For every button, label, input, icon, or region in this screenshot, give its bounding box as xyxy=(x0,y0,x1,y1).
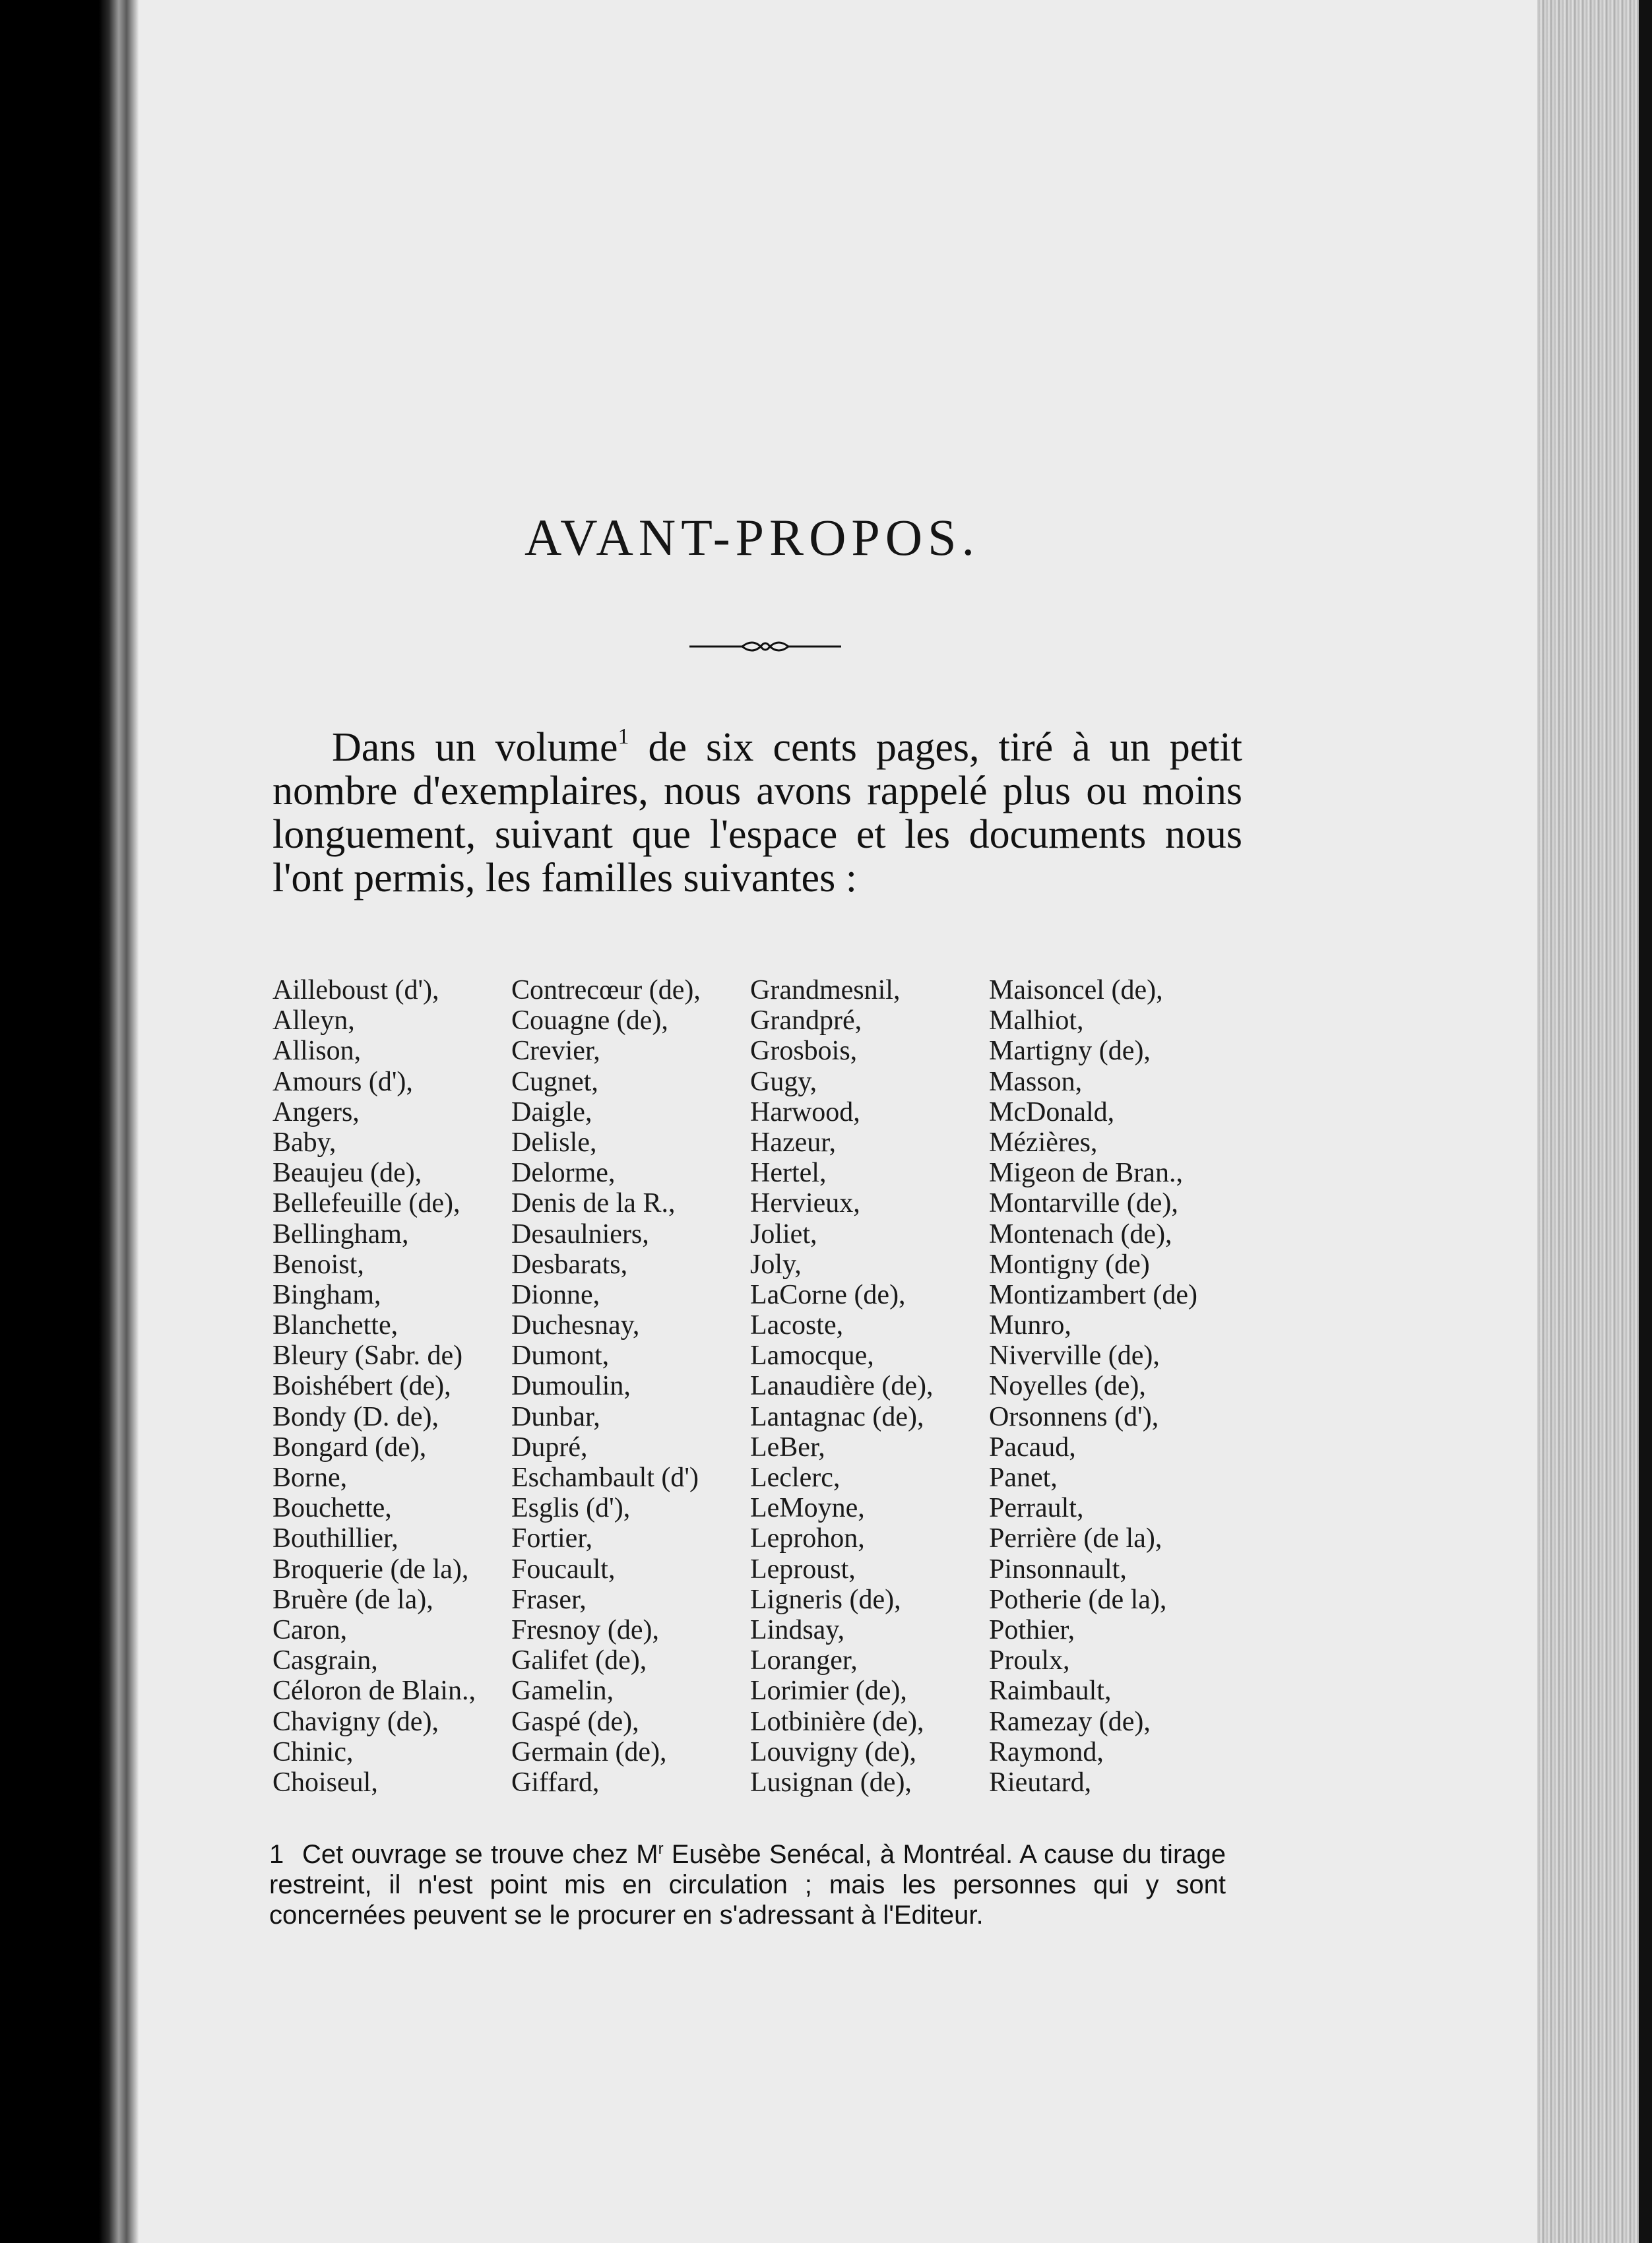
page-edges xyxy=(1537,0,1652,2243)
family-name-entry: LeBer, xyxy=(750,1432,825,1463)
footnote-text-rest: Eusèbe Senécal, à Montréal. A cause du tirage restreint, il n'est point mis en circulation ; mais les personnes qui y sont concernées peuvent se le procurer en s'adressant à l'Editeur. xyxy=(269,1840,1226,1930)
family-name-entry: Esglis (d'), xyxy=(511,1493,631,1524)
family-name-entry: Desaulniers, xyxy=(511,1218,649,1249)
family-name-entry: Bleury (Sabr. de) xyxy=(272,1341,463,1372)
family-name-entry: Loranger, xyxy=(750,1645,858,1676)
family-name-entry: Chavigny (de), xyxy=(272,1706,439,1737)
family-name-entry: Leclerc, xyxy=(750,1463,841,1493)
family-name-entry: Grandpré, xyxy=(750,1005,862,1036)
ornament-divider-icon xyxy=(689,633,841,660)
family-name-entry: Lotbinière (de), xyxy=(750,1706,924,1737)
family-name-entry: Fresnoy (de), xyxy=(511,1614,659,1645)
family-name-entry: Potherie (de la), xyxy=(989,1584,1167,1615)
family-name-entry: Grosbois, xyxy=(750,1036,858,1067)
family-name-entry: Gaspé (de), xyxy=(511,1706,639,1737)
family-name-entry: Blanchette, xyxy=(272,1310,398,1341)
family-name-entry: Fortier, xyxy=(511,1523,593,1554)
family-name-entry: Choiseul, xyxy=(272,1767,378,1798)
family-name-entry: Panet, xyxy=(989,1463,1058,1493)
family-name-entry: Contrecœur (de), xyxy=(511,975,701,1005)
family-name-entry: Dumont, xyxy=(511,1341,610,1372)
family-name-entry: Grandmesnil, xyxy=(750,975,901,1005)
family-name-entry: Joliet, xyxy=(750,1218,817,1249)
family-name-entry: Rieutard, xyxy=(989,1767,1092,1798)
family-name-entry: Bondy (D. de), xyxy=(272,1401,439,1432)
family-name-entry: Hervieux, xyxy=(750,1188,860,1219)
family-name-entry: Masson, xyxy=(989,1066,1083,1097)
family-name-entry: Ramezay (de), xyxy=(989,1706,1151,1737)
footnote xyxy=(269,1839,1226,1930)
family-name-entry: Allison, xyxy=(272,1036,362,1067)
footnote-number: 1 xyxy=(269,1840,284,1869)
intro-text-start: Dans un volume xyxy=(332,725,618,770)
family-name-entry: Martigny (de), xyxy=(989,1036,1151,1067)
family-name-entry: Amours (d'), xyxy=(272,1066,413,1097)
book-binding xyxy=(0,0,139,2243)
family-name-entry: Lorimier (de), xyxy=(750,1676,907,1707)
family-name-entry: Mézières, xyxy=(989,1127,1098,1158)
names-column-1 xyxy=(272,975,511,1798)
family-name-entry: Gamelin, xyxy=(511,1676,614,1707)
family-name-entry: Niverville (de), xyxy=(989,1341,1160,1372)
family-name-entry: Bouchette, xyxy=(272,1493,392,1524)
family-name-entry: Montenach (de), xyxy=(989,1218,1172,1249)
family-names-list xyxy=(272,975,1242,1798)
family-name-entry: Dionne, xyxy=(511,1279,600,1310)
family-name-entry: Couagne (de), xyxy=(511,1005,668,1036)
family-name-entry: Duchesnay, xyxy=(511,1310,640,1341)
family-name-entry: Lanaudière (de), xyxy=(750,1371,934,1402)
family-name-entry: Lacoste, xyxy=(750,1310,844,1341)
family-name-entry: Proulx, xyxy=(989,1645,1070,1676)
family-name-entry: Pothier, xyxy=(989,1614,1075,1645)
family-name-entry: Benoist, xyxy=(272,1249,364,1280)
family-name-entry: Cugnet, xyxy=(511,1066,598,1097)
family-name-entry: Desbarats, xyxy=(511,1249,628,1280)
family-name-entry: Migeon de Bran., xyxy=(989,1158,1183,1189)
family-name-entry: Eschambault (d') xyxy=(511,1463,699,1493)
family-name-entry: Orsonnens (d'), xyxy=(989,1401,1159,1432)
family-name-entry: Céloron de Blain., xyxy=(272,1676,476,1707)
family-name-entry: Bruère (de la), xyxy=(272,1584,433,1615)
family-name-entry: Joly, xyxy=(750,1249,802,1280)
family-name-entry: Baby, xyxy=(272,1127,336,1158)
family-name-entry: Chinic, xyxy=(272,1736,354,1767)
family-name-entry: Hertel, xyxy=(750,1158,827,1189)
family-name-entry: Delisle, xyxy=(511,1127,597,1158)
page-title-block xyxy=(501,508,1003,567)
family-name-entry: Noyelles (de), xyxy=(989,1371,1146,1402)
family-name-entry: Montizambert (de) xyxy=(989,1279,1198,1310)
family-name-entry: Germain (de), xyxy=(511,1736,667,1767)
family-name-entry: Dumoulin, xyxy=(511,1371,631,1402)
names-column-4 xyxy=(989,975,1228,1798)
family-name-entry: Bongard (de), xyxy=(272,1432,427,1463)
family-name-entry: Gugy, xyxy=(750,1066,817,1097)
footnote-superscript: r xyxy=(658,1840,664,1858)
family-name-entry: Montarville (de), xyxy=(989,1188,1178,1219)
family-name-entry: Dupré, xyxy=(511,1432,588,1463)
family-name-entry: Raymond, xyxy=(989,1736,1104,1767)
family-name-entry: Angers, xyxy=(272,1096,360,1127)
family-name-entry: Leproust, xyxy=(750,1554,856,1585)
family-name-entry: Broquerie (de la), xyxy=(272,1554,469,1585)
family-name-entry: Bingham, xyxy=(272,1279,381,1310)
family-name-entry: LeMoyne, xyxy=(750,1493,865,1524)
family-name-entry: Boishébert (de), xyxy=(272,1371,451,1402)
family-name-entry: Pacaud, xyxy=(989,1432,1076,1463)
family-name-entry: Daigle, xyxy=(511,1096,592,1127)
family-name-entry: Borne, xyxy=(272,1463,348,1493)
names-column-2 xyxy=(511,975,750,1798)
family-name-entry: Beaujeu (de), xyxy=(272,1158,422,1189)
family-name-entry: Hazeur, xyxy=(750,1127,837,1158)
family-name-entry: Raimbault, xyxy=(989,1676,1112,1707)
family-name-entry: Montigny (de) xyxy=(989,1249,1150,1280)
family-name-entry: Malhiot, xyxy=(989,1005,1084,1036)
family-name-entry: Bellefeuille (de), xyxy=(272,1188,461,1219)
footnote-reference: 1 xyxy=(618,724,629,749)
family-name-entry: Bouthillier, xyxy=(272,1523,398,1554)
family-name-entry: Louvigny (de), xyxy=(750,1736,916,1767)
family-name-entry: Bellingham, xyxy=(272,1218,409,1249)
family-name-entry: McDonald, xyxy=(989,1096,1115,1127)
names-column-3 xyxy=(750,975,989,1798)
footnote-text-start: Cet ouvrage se trouve chez M xyxy=(302,1840,658,1869)
family-name-entry: Munro, xyxy=(989,1310,1071,1341)
family-name-entry: Alleyn, xyxy=(272,1005,355,1036)
family-name-entry: Delorme, xyxy=(511,1158,616,1189)
intro-paragraph xyxy=(272,726,1242,900)
family-name-entry: Galifet (de), xyxy=(511,1645,647,1676)
family-name-entry: Giffard, xyxy=(511,1767,600,1798)
family-name-entry: Harwood, xyxy=(750,1096,860,1127)
family-name-entry: Denis de la R., xyxy=(511,1188,676,1219)
family-name-entry: Lamocque, xyxy=(750,1341,874,1372)
family-name-entry: Caron, xyxy=(272,1614,348,1645)
family-name-entry: Casgrain, xyxy=(272,1645,378,1676)
family-name-entry: Maisoncel (de), xyxy=(989,975,1163,1005)
family-name-entry: Ailleboust (d'), xyxy=(272,975,439,1005)
family-name-entry: Lusignan (de), xyxy=(750,1767,912,1798)
page-title: AVANT-PROPOS. xyxy=(524,509,980,566)
family-name-entry: Dunbar, xyxy=(511,1401,600,1432)
family-name-entry: Fraser, xyxy=(511,1584,587,1615)
family-name-entry: Foucault, xyxy=(511,1554,616,1585)
family-name-entry: Perrière (de la), xyxy=(989,1523,1162,1554)
family-name-entry: Ligneris (de), xyxy=(750,1584,901,1615)
family-name-entry: Lantagnac (de), xyxy=(750,1401,924,1432)
family-name-entry: LaCorne (de), xyxy=(750,1279,906,1310)
family-name-entry: Perrault, xyxy=(989,1493,1084,1524)
family-name-entry: Pinsonnault, xyxy=(989,1554,1127,1585)
intro-text-rest: de six cents pages, tiré à un petit nombre d'exemplaires, nous avons rappelé plus ou moins longuement, suivant que l'espace et les documents nous l'ont permis, les familles suivantes : xyxy=(272,725,1243,900)
family-name-entry: Crevier, xyxy=(511,1036,600,1067)
family-name-entry: Leprohon, xyxy=(750,1523,865,1554)
family-name-entry: Lindsay, xyxy=(750,1614,845,1645)
